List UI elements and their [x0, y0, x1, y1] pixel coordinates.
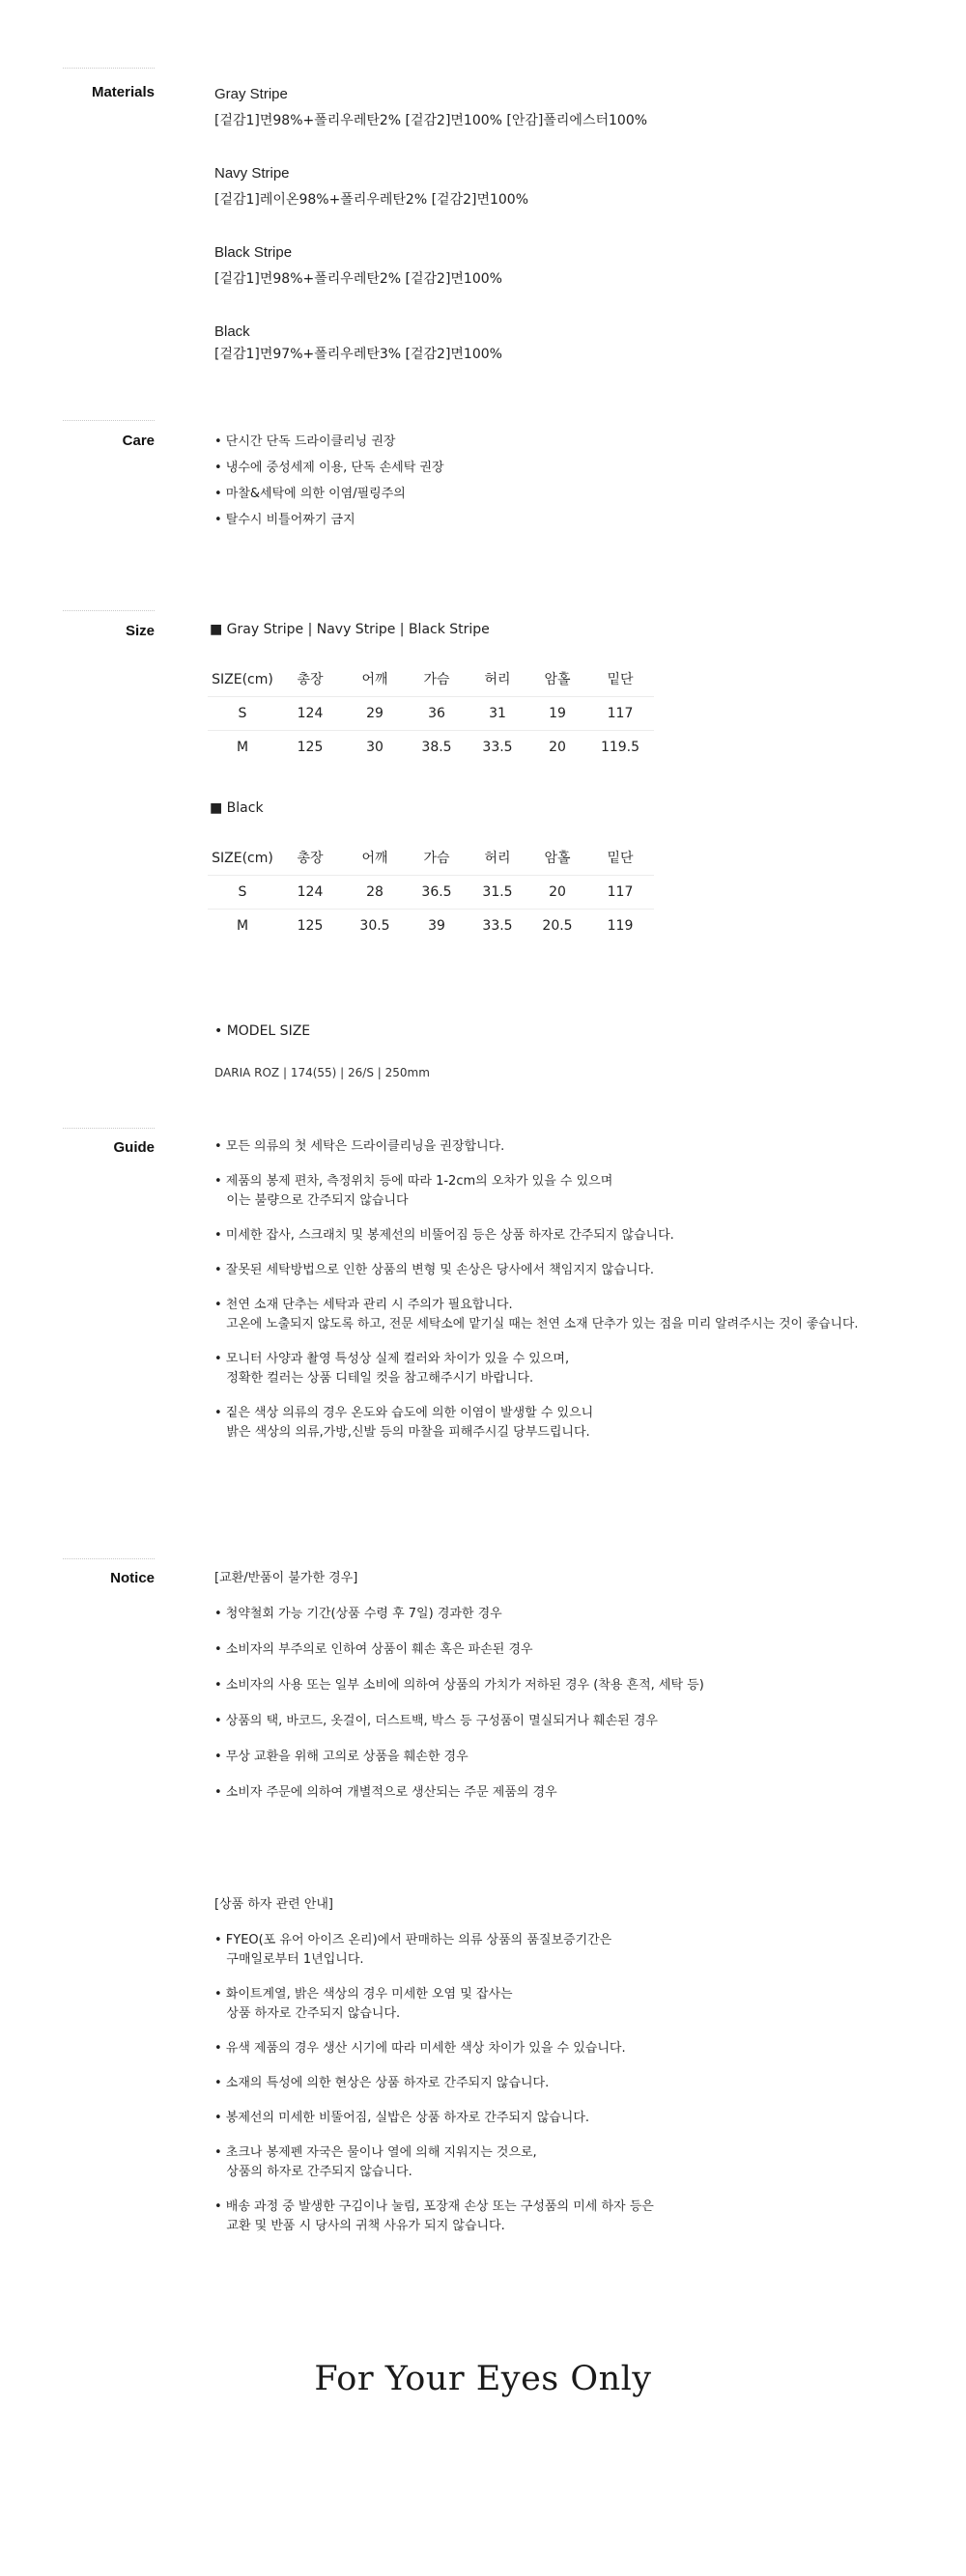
care-item: • 탈수시 비틀어짜기 금지	[214, 513, 355, 527]
guide-item	[214, 1261, 858, 1280]
table-cell: 33.5	[482, 739, 513, 755]
guide-item	[214, 1226, 858, 1246]
care-label: Care	[122, 433, 155, 449]
table-cell: M	[236, 739, 249, 755]
table-cell: S	[208, 697, 277, 731]
guide-line: • 짙은 색상 의류의 경우 온도와 습도에 의한 이염이 발생할 수 있으니	[214, 1406, 594, 1420]
table-cell: 125	[297, 739, 324, 755]
table-cell: 29	[343, 697, 407, 731]
table-row	[208, 910, 654, 943]
table-row	[208, 697, 654, 731]
guide-line: • 제품의 봉제 편차, 측정위치 등에 따라 1-2cm의 오차가 있을 수 있으며	[214, 1174, 613, 1189]
notice-defect-line: • 배송 과정 중 발생한 구김이나 눌림, 포장재 손상 또는 구성품의 미세 하자 등은	[214, 2199, 654, 2214]
notice-defect-line: 상품의 하자로 간주되지 않습니다.	[214, 2165, 412, 2179]
notice-defect-line: • 소재의 특성에 의한 현상은 상품 하자로 간주되지 않습니다.	[214, 2076, 550, 2090]
table-header-cell: 총장	[277, 842, 343, 876]
table-header-cell: 어깨	[343, 663, 407, 697]
material-desc: [겉감1]면98%+폴리우레탄2% [겉감2]면100%	[214, 271, 502, 287]
notice-defect-item	[214, 2109, 704, 2128]
section-divider	[63, 610, 155, 611]
section-divider	[63, 68, 155, 69]
table-cell: 33.5	[482, 917, 513, 934]
guide-item	[214, 1350, 858, 1388]
guide-line: 정확한 컬러는 상품 디테일 컷을 참고해주시기 바랍니다.	[214, 1371, 534, 1386]
notice-label: Notice	[110, 1570, 155, 1586]
guide-item	[214, 1172, 858, 1211]
table-cell: 38.5	[421, 739, 452, 755]
notice-defect-line: 교환 및 반품 시 당사의 귀책 사유가 되지 않습니다.	[214, 2219, 505, 2233]
material-item	[214, 163, 647, 210]
table-row	[208, 876, 654, 910]
table-cell: 20	[528, 876, 586, 910]
brand-logo: For Your Eyes Only	[314, 2360, 652, 2398]
material-item	[214, 242, 647, 290]
notice-defect-item	[214, 1931, 704, 1970]
table-header-cell: 어깨	[343, 842, 407, 876]
table-header-cell: 총장	[277, 663, 343, 697]
guide-item	[214, 1404, 858, 1442]
table-cell: 30	[366, 739, 384, 755]
material-desc: [겉감1]면98%+폴리우레탄2% [겉감2]면100% [안감]폴리에스터100%	[214, 113, 648, 128]
guide-line: 이는 불량으로 간주되지 않습니다	[214, 1193, 409, 1208]
notice-defect-item	[214, 2074, 704, 2093]
notice-defect-title: [상품 하자 관련 안내]	[214, 1897, 334, 1912]
table-cell: 31.5	[467, 876, 528, 910]
material-title: Gray Stripe	[214, 86, 288, 102]
section-divider	[63, 1558, 155, 1559]
guide-line: • 잘못된 세탁방법으로 인한 상품의 변형 및 손상은 당사에서 책임지지 않습니다.	[214, 1263, 654, 1277]
notice-defect-line: • 유색 제품의 경우 생산 시기에 따라 미세한 색상 차이가 있을 수 있습니다.	[214, 2041, 626, 2056]
table-cell: 30.5	[359, 917, 390, 934]
notice-exchange-title: [교환/반품이 불가한 경우]	[214, 1571, 358, 1585]
notice-item: • 소비자의 사용 또는 일부 소비에 의하여 상품의 가치가 저하된 경우 (착용 흔적, 세탁 등)	[214, 1678, 704, 1693]
table-header-cell: 가슴	[407, 842, 467, 876]
guide-line: • 모든 의류의 첫 세탁은 드라이클리닝을 권장합니다.	[214, 1139, 505, 1154]
notice-item: • 소비자 주문에 의하여 개별적으로 생산되는 주문 제품의 경우	[214, 1785, 557, 1800]
table-cell: 119	[607, 917, 634, 934]
table-header-cell: 밑단	[586, 842, 654, 876]
table-cell: 124	[277, 876, 343, 910]
material-item	[214, 84, 647, 131]
section-divider	[63, 1128, 155, 1129]
table-header-cell: 밑단	[586, 663, 654, 697]
table-cell: 119.5	[600, 739, 640, 755]
size-table-heading: ■ Gray Stripe | Navy Stripe | Black Stripe	[210, 622, 490, 637]
table-header-cell: 허리	[467, 663, 528, 697]
table-cell: M	[236, 917, 249, 934]
notice-item: • 청약철회 가능 기간(상품 수령 후 7일) 경과한 경우	[214, 1607, 502, 1621]
size-table-heading: ■ Black	[210, 800, 264, 816]
table-cell: 39	[428, 917, 445, 934]
table-cell: 31	[467, 697, 528, 731]
material-title: Black Stripe	[214, 244, 293, 261]
table-cell: 19	[528, 697, 586, 731]
table-cell: S	[208, 876, 277, 910]
guide-list	[214, 1137, 858, 1458]
notice-item: • 무상 교환을 위해 고의로 상품을 훼손한 경우	[214, 1750, 469, 1764]
model-size-desc: DARIA ROZ | 174(55) | 26/S | 250mm	[214, 1066, 430, 1079]
notice-defect-item	[214, 2143, 704, 2182]
care-item: • 단시간 단독 드라이클리닝 권장	[214, 434, 396, 449]
section-divider	[63, 420, 155, 421]
size-table	[208, 842, 654, 942]
table-cell: 28	[343, 876, 407, 910]
table-header-cell: SIZE(cm)	[208, 663, 277, 697]
notice-defect-item	[214, 2198, 704, 2236]
notice-defect-line: • 화이트계열, 밝은 색상의 경우 미세한 오염 및 잡사는	[214, 1987, 513, 2002]
care-list	[214, 429, 444, 533]
table-header-row	[208, 663, 654, 697]
notice-defect-line: 상품 하자로 간주되지 않습니다.	[214, 2006, 401, 2021]
table-cell: 125	[297, 917, 324, 934]
notice-defect-line: 구매일로부터 1년입니다.	[214, 1952, 364, 1967]
material-title: Navy Stripe	[214, 165, 290, 182]
guide-item	[214, 1296, 858, 1334]
material-title: Black	[214, 323, 250, 340]
table-cell: 117	[586, 876, 654, 910]
size-label: Size	[125, 623, 155, 639]
table-header-cell: 암홀	[528, 663, 586, 697]
guide-line: • 모니터 사양과 촬영 특성상 실제 컬러와 차이가 있을 수 있으며,	[214, 1352, 570, 1366]
table-header-cell: 허리	[467, 842, 528, 876]
notice-defect-line: • FYEO(포 유어 아이즈 온리)에서 판매하는 의류 상품의 품질보증기간은	[214, 1933, 612, 1947]
model-size-title: • MODEL SIZE	[214, 1023, 311, 1039]
notice-list	[214, 1569, 704, 2252]
guide-line: • 천연 소재 단추는 세탁과 관리 시 주의가 필요합니다.	[214, 1298, 513, 1312]
table-cell: 20.5	[542, 917, 573, 934]
guide-label: Guide	[113, 1139, 155, 1156]
notice-item: • 상품의 택, 바코드, 옷걸이, 더스트백, 박스 등 구성품이 멸실되거나 훼손된 경우	[214, 1714, 658, 1728]
table-cell: 124	[277, 697, 343, 731]
table-header-row	[208, 842, 654, 876]
table-header-cell: SIZE(cm)	[208, 842, 277, 876]
table-cell: 20	[549, 739, 566, 755]
materials-label: Materials	[91, 84, 155, 100]
guide-line: 고온에 노출되지 않도록 하고, 전문 세탁소에 맡기실 때는 천연 소재 단추가 있는 점을 미리 알려주시는 것이 좋습니다.	[214, 1317, 859, 1331]
table-header-cell: 가슴	[407, 663, 467, 697]
guide-item	[214, 1137, 858, 1157]
notice-defect-item	[214, 2039, 704, 2058]
material-item	[214, 322, 647, 365]
care-item: • 마찰&세탁에 의한 이염/필링주의	[214, 487, 406, 501]
table-cell: 36	[407, 697, 467, 731]
table-cell: 117	[586, 697, 654, 731]
material-desc: [겉감1]면97%+폴리우레탄3% [겉감2]면100%	[214, 347, 502, 362]
notice-defect-item	[214, 1985, 704, 2024]
material-desc: [겉감1]레이온98%+폴리우레탄2% [겉감2]면100%	[214, 192, 529, 208]
size-tables	[210, 620, 654, 1083]
table-row	[208, 731, 654, 765]
care-item: • 냉수에 중성세제 이용, 단독 손세탁 권장	[214, 461, 444, 475]
guide-line: • 미세한 잡사, 스크래치 및 봉제선의 비뚤어짐 등은 상품 하자로 간주되지 않습니다.	[214, 1228, 674, 1243]
table-cell: 36.5	[407, 876, 467, 910]
notice-defect-line: • 초크나 봉제펜 자국은 물이나 열에 의해 지워지는 것으로,	[214, 2145, 537, 2160]
table-header-cell: 암홀	[528, 842, 586, 876]
notice-defect-line: • 봉제선의 미세한 비뚤어짐, 실밥은 상품 하자로 간주되지 않습니다.	[214, 2111, 590, 2125]
materials-list	[214, 84, 647, 397]
size-table	[208, 663, 654, 764]
guide-line: 밝은 색상의 의류,가방,신발 등의 마찰을 피해주시길 당부드립니다.	[214, 1425, 590, 1440]
notice-item: • 소비자의 부주의로 인하여 상품이 훼손 혹은 파손된 경우	[214, 1642, 533, 1657]
